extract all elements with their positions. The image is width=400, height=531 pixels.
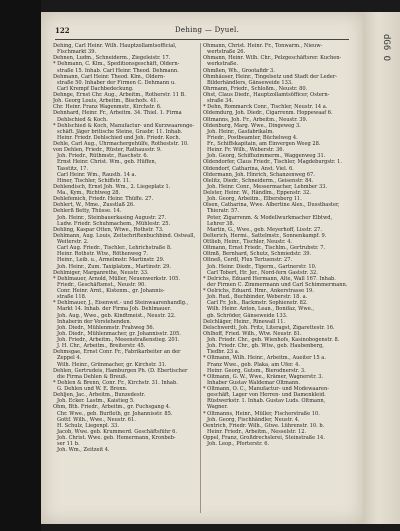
directory-entry: Ludw. Friedr. Schuhmachem., Mühlestr. 25.	[57, 220, 171, 227]
directory-entry: * Dehlschied & Koch, Manufactur- und Kurzwaarenge-	[53, 122, 195, 129]
directory-entry: Joh. Christ. Wwe. geb. Hemermann, Kronbeb-	[57, 435, 176, 441]
directory-entry: Martin, G., Wwe., geb. Meyerhoff, Lisstr. 27.	[207, 226, 322, 233]
directory-entry: Dehmsgae, Ernst Conr. Fr., Fabrikarbeiter an der	[53, 349, 181, 356]
directory-entry: Delterich, Hermi., Sattelmstr., Sonnenkampf. 9.	[203, 232, 327, 239]
directory-entry: Thieratr. 57.	[207, 208, 240, 215]
directory-entry: Conr. Heinr. Arnt., Kistenm., gr. Johannis-	[57, 288, 165, 294]
directory-entry: Heinr. Friedr. Dehlschied und Joh. Friedr. Koch.	[57, 134, 181, 141]
directory-entry: Rüstwerkstr. 1. Inhab. Gustav Luds. Oltmann,	[207, 398, 326, 405]
directory-entry: Ernst Heinr. Christ. Wm., geb. Hüffen,	[57, 159, 157, 166]
directory-entry: G. Dehlen und W. E. Brenn.	[57, 386, 128, 392]
directory-entry: * Dehlmauer, J., Eisenwst.- und Steinwaarenhandlg.,	[53, 300, 189, 307]
directory-entry: Carl Krempf Dachbedeckung.	[57, 85, 134, 92]
directory-entry: gb. Schröder, Gänseweide 133.	[207, 312, 288, 319]
directory-entry: Dehlen, Gertrudeis, Hamburgen Ph. (D. Ebertischer	[53, 367, 188, 374]
directory-entry: Joh. Heinr., Steinbauerkasing Augustr. 27.	[57, 214, 167, 221]
directory-entry: Fischmarkt 39.	[57, 49, 97, 56]
directory-entry: * Dehmann, C. Klm., Speditionsgeschäft, Oldern-	[53, 61, 180, 68]
directory-entry: Heinr. Georg, Gutsm., Bierodnerstr. 3.	[207, 367, 306, 374]
directory-entry: Joh. Ecker. Lastm., Kaistieg 5.	[57, 398, 135, 405]
directory-entry: Ma., Kym., Richtweg 28.	[57, 190, 121, 196]
directory-entry: die Firma Dehlen & Breuß.	[57, 373, 128, 380]
directory-entry: Inhaber Gustav Waldemar Oltmann.	[207, 379, 301, 386]
directory-entry: Joh. Georg, Arbeitm., Elbersberg 11.	[207, 196, 302, 203]
directory-entry: H. Schulz, Liegenpl. 33.	[57, 422, 119, 429]
directory-entry: Oldendorf, Catharina, Anst. Viel. 6.	[203, 165, 294, 172]
directory-entry: Dehlerß Betty, Thüsse. 14.	[53, 208, 122, 215]
directory-entry: Dehmann, Carl Heinr. Theod. Klm., Oldern-	[53, 73, 166, 80]
directory-entry: * Delrichs, Eduard Hermann, Alte, Wall 167. Inhab.	[203, 275, 336, 282]
directory-entry: Ohmßen, Wh., Grootafidr 3.	[203, 67, 275, 74]
directory-entry: Heinr. Rothstr. Wtw., Röthenweg 7.	[57, 251, 149, 258]
directory-entry: wertstraße 26.	[207, 49, 246, 56]
directory-entry: von Dehlen, Friedr., Rüster, Rathausstr. 9.	[53, 147, 162, 154]
directory-entry: Joh. Georg, Fischhändler, Neustr. 4.	[207, 416, 300, 423]
directory-entry: Carl Aug. Friedr., Tischler., Lehrichstraße 8.	[57, 245, 172, 252]
directory-entry: * Dehlen & Brenn, Conr. Fr., Kirchstr. 31. Inhab.	[53, 379, 178, 386]
directory-entry: Heinr. Friedr., Arbeitm., Nesselstr. 12.	[207, 428, 307, 435]
directory-entry: Ohlhoff, Fried. Wilh., Wtw. Neustr. 81.	[203, 330, 302, 337]
directory-entry: der Firmen C. Zimmermann und Carl Schimmermann.	[207, 281, 348, 288]
directory-entry: Wilh. Heinr. Anton, Lean., Bonifaz, Wwe.,	[207, 306, 314, 313]
next-page-edge	[363, 12, 400, 524]
directory-entry: Inhaberin der Vorstehenden.	[57, 318, 132, 325]
directory-entry: Ohm, Bth. Friedr., Arbeitm., gr. Fuchsgang 4.	[53, 404, 171, 411]
directory-entry: Ohmhäuser, Heinr., Tingelsetz und Stadt der Leder-	[203, 73, 338, 80]
page-header	[55, 26, 349, 38]
directory-entry: Dehnen, Ludm., Schneiderm., Ziegeleistr. 17.	[53, 55, 171, 62]
directory-entry: geschäft, Lager von Herren- und Damenkleid.	[207, 392, 326, 399]
directory-entry: Hiner, Tischler, Schiffstr. 11.	[57, 177, 131, 184]
directory-entry: Tasstitz, 17.	[57, 165, 89, 172]
directory-entry: Joh. Leop., Pforterstr. 6.	[207, 441, 270, 448]
directory-entry: straße 50. Inhaber der Firmen C. Dehmann u.	[57, 79, 176, 86]
directory-entry: Oltneß, Cerdl, Flux Tertuenstr. 27.	[203, 257, 293, 264]
directory-entry: Chr. Wwe., geb. Burfleth, gr. Johannisstr. 85.	[57, 410, 173, 417]
directory-entry: Joh. Heinr. Diedr., Tigerm., Gartnerstr. 10.	[207, 263, 317, 270]
directory-entry: Olsen, Catharina, Wwe. Albertine Alex., Dusstbaster,	[203, 202, 340, 209]
directory-entry: Tiedbr. 23 a.	[207, 349, 240, 356]
directory-entry: Wagner.	[207, 404, 228, 411]
directory-entry: Joh. Rud., Buchbinder, Weberstr. 18. a.	[207, 294, 308, 301]
directory-entry: * Oltmann, O. C., Manufactur- und Modewaaren-	[203, 386, 329, 392]
directory-entry: Joh. Aug., Wwe., geb. Kindtmeist., Neustr. 22.	[57, 312, 176, 319]
directory-entry: Franz Wwe., geb. Plaka, am Ufer. 4.	[207, 361, 300, 368]
directory-entry: Friedr., Postbeamter, Büchelweg 4.	[207, 134, 298, 141]
directory-entry: Joh. Friedr., Arbeitm., Meeenstraßenstieg. 201.	[57, 337, 180, 343]
left-column	[53, 43, 198, 515]
directory-entry: Delster, Heinr. W., Händlm., Eppenstr. 32.	[203, 190, 311, 196]
directory-entry: Chr. Heinr. Franz Wagenmstr., Kirchstr. 6.	[53, 104, 162, 111]
directory-entry: Joh. Heinr. Conr., Messermacher, Lehmber 33.	[207, 183, 328, 190]
directory-entry: Ottlieb, Heinr., Tischler, Neustr. 4.	[203, 239, 293, 245]
directory-entry: * Oltmanns, Heinr., Müller, Fischerstraße 10.	[203, 410, 320, 417]
directory-entry: Dehling, Kaspar Otten, Wtwe., Rothstr. 73.	[53, 226, 164, 233]
directory-entry: J. H. Chr., Arbeitm., Breiterstr. 45.	[57, 343, 146, 350]
directory-entry: Oldermann, Joh. Hinrich, Schanzenweg 67.	[203, 171, 315, 178]
directory-entry: Peter, Zigarrenm. & Modellwurkmacher Elbtwd,	[207, 214, 333, 221]
directory-entry: ser 11 b.	[57, 441, 80, 448]
directory-entry: Dehlmiger, Marganrethe, Neustr. 33.	[53, 269, 149, 276]
directory-entry: Dehnhard, Heinr. Fr., Arbeitm. 34. Thiel. 1. Firma	[53, 110, 182, 117]
directory-entry: Friedr., Geschäftsmst., Neustr. 90.	[57, 281, 146, 288]
directory-page	[41, 12, 363, 524]
directory-entry: Dehle, Carl Aug., Uhrmachergehülfe, Rotheststr. 10.	[53, 141, 189, 147]
directory-entry: schäft. Jäger britische Steine, Grasbr. 11. Inhab.	[57, 128, 183, 135]
directory-entry: Oentrich, Friedr. Wilh., Gtwe. Lührenstr. 10. b.	[203, 422, 325, 429]
directory-entry: Bilderhändlers, Gänseweide 133.	[207, 79, 293, 86]
directory-entry: * Dehlmauer, Arnold, Müller, Neuenwerkstr. 105.	[53, 275, 180, 282]
page-number: 122	[55, 26, 70, 35]
directory-entry: Öltmanns, Joh. Fr., Arbeitm., Neustr. 39.	[203, 116, 308, 123]
directory-entry: straße 34.	[207, 98, 234, 105]
directory-entry: Joh. Diedr., Mühlenmacher, gr. Johannisstr. 205.	[57, 330, 181, 337]
directory-entry: Ohmann, Christ. Heinr. Fr., Tonwarm., Nieuw-	[203, 43, 323, 49]
directory-entry: Delchläger, Heinr., Rinewall 11.	[203, 318, 286, 325]
directory-entry: Oppel, Franz, Großdrechslerei, Steinstraße 14.	[203, 435, 325, 441]
running-head: Dehing — Dyuel.	[175, 26, 240, 34]
directory-entry: Dehnge, Ernst Chr. Aug., Arbeitm., Rotherstr. 11 B.	[53, 92, 186, 98]
directory-entry: Dehlendisch, Ernst Joh. Wm., 2. Liegeplatz 1.	[53, 183, 171, 190]
header-rule	[55, 39, 349, 40]
directory-entry: Heinr. Fr. Wilh., Weberstr. 36.	[207, 147, 285, 154]
right-column	[203, 43, 348, 515]
directory-entry: Markt 14. Inhab. der Firma Joh. Dehlmauer.	[57, 306, 171, 313]
edge-text: dG6 O	[381, 34, 391, 62]
directory-entry: Dehlmann, Aug. Louis, Zeitschriftenbuchbind. Ostwall,	[53, 232, 196, 239]
directory-entry: Olelitz, Diedr., Schneiderm., Geisenstr. 84.	[203, 177, 314, 184]
directory-entry: Joh. Friedr. Chr., geb. Wienhofs, Kasinobogenstr. 8.	[207, 337, 340, 343]
directory-entry: straße 118.	[57, 294, 87, 301]
directory-entry: werkstraße.	[207, 61, 239, 68]
directory-entry: Joh. Diedr., Mühlenmstr. Frahweg 56.	[57, 324, 155, 331]
directory-entry: Joh. Heinr., Zum. Taxiplatzm., Martinstr. 29.	[57, 263, 172, 270]
directory-entry: Oldendorfer, Claus Friedr., Tischler, Magdeburgstr. 1.	[203, 159, 343, 166]
directory-entry: * Oltmann, Wilh. Heinr., Arbeitm., Aueiter 15 a.	[203, 355, 326, 362]
directory-entry: Joh. Friedr., Rüthmstr., Raschstr. 6.	[57, 153, 149, 160]
directory-entry: Joh. Georg Louis, Arbeitm., Bischofs. 41.	[53, 98, 159, 105]
directory-entry: Dehljen, Jac., Arbeitm., Bunzedestr.	[53, 392, 146, 399]
directory-entry: Wilh. Heinr., Grünmacher, gr. Kirchstr. 31.	[57, 361, 167, 368]
directory-entry: Dehlert, W., Mme., Zusstlaß 26.	[53, 202, 135, 209]
book-gutter-shadow	[0, 0, 41, 531]
directory-entry: Oltmann, Ernst Friedr., Tischlm., Gertrubstr. 7.	[203, 245, 326, 252]
directory-entry: Dehing, Carl Heinr. Wilh. Hauptzollamtsofficial,	[53, 43, 177, 49]
directory-entry: Gottf. Wilh., Wwe., Neustr. 61.	[57, 416, 136, 423]
directory-entry: Joh. Heinr., Gasfabrikalm.	[207, 128, 274, 135]
directory-entry: * Oelrichs, Eduard. Hmr., Ankerstrasse 19.	[203, 288, 314, 294]
directory-entry: Joh. Wm., Zeitzeit 4.	[57, 447, 110, 454]
directory-entry: Fr., Schiffskapitain, am Einvergen Weeg 28.	[207, 141, 321, 147]
directory-entry: Joh. Friedr. Chr., gb. Wtw., geb. Haubenberg,	[207, 343, 324, 350]
directory-entry: Zeppel 4.	[57, 355, 82, 362]
directory-entry: Carl Tobert, Hr. Jer., Nord-fern Gaststr. 32.	[207, 269, 318, 276]
directory-entry: Oltmß, Bernhard, Schutz, Schmiedstr. 39.	[203, 251, 312, 258]
directory-entry: Carl Heinr. Wm., Raustb. 14 a.	[57, 171, 137, 178]
directory-entry: Heinr., Leib. u., Ärmelmstr. Martinstr. 29.	[57, 257, 165, 264]
directory-entry: Carl Fr. Joh., Backmstr. Sophienstr. 82.	[207, 300, 308, 307]
directory-entry: Oldemdurg, Joh. Diedr., Cigarrenm. Hoppewaaf 6.	[203, 110, 333, 117]
directory-entry: Dehlefemich, Friedr. Heinr. Thüffe. 27.	[53, 196, 154, 203]
directory-entry: Dehlschied & Koch.	[57, 116, 108, 123]
directory-entry: Ohst, Claus Diedr., Hauptzollamtsöfficer, Ostern-	[203, 92, 330, 98]
directory-entry: Weiterstr. 2.	[57, 239, 89, 245]
directory-entry: Jacob, Wwe. geb. Krummerd. Geschäftsführ 6.	[57, 428, 178, 435]
directory-entry: Joh. Georg, Schiffszimmerm., Waggenweg 31.	[207, 153, 326, 160]
directory-entry: Lehrer 38.	[207, 220, 235, 227]
directory-entry: Ohrmann, Friedr., Schloßm., Neustr. 80.	[203, 85, 308, 92]
directory-entry: straße 15. Inhab. Carl Heinr. Theod. Dehmann.	[57, 67, 179, 74]
directory-entry: * Oltmann, G. W., Wwe., Krämer, Wagnerstr. 3.	[203, 373, 324, 380]
column-divider	[200, 43, 201, 513]
directory-entry: Ohmann, Heinr. Wilh. Chr., Pelzgeschäftsrer. Kuchen-	[203, 55, 342, 62]
directory-entry: * Dehn, Rommarck Conr., Tischler, Neustr. 14 a.	[203, 104, 328, 111]
directory-entry: Oldenburg, Marg. Wwe., Dingeweg 3.	[203, 122, 301, 129]
directory-entry: Delschwerdt, Joh. Fritz, Literagst, Zigarettestr. 16.	[203, 324, 335, 331]
